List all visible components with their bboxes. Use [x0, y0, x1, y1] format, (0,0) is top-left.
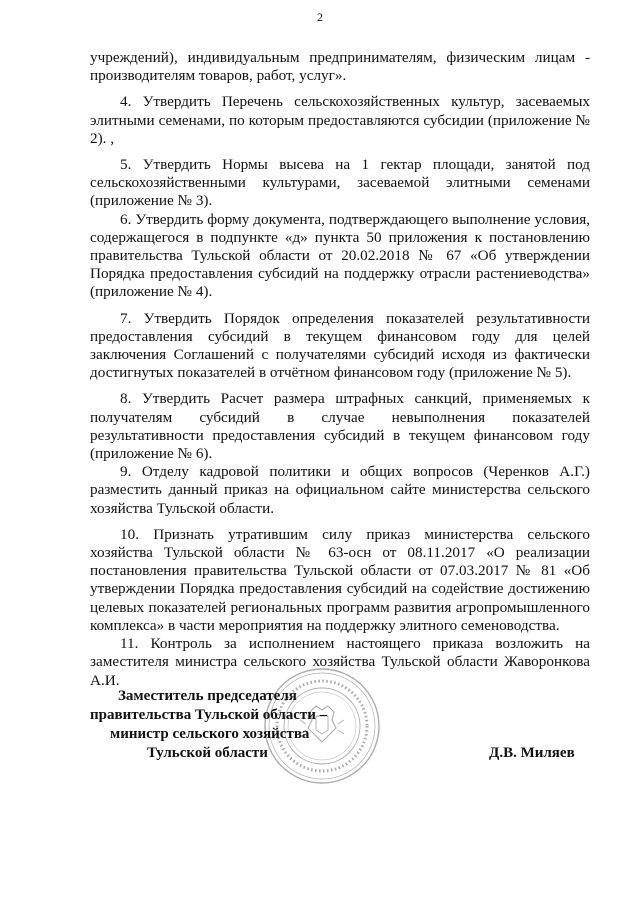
paragraph-item-6: 6. Утвердить форму документа, подтверждающего выполнение условия, содержащегося в подпункте «д» пункта 50 приложения к постановлению правительства Тульской области от 20.02.2018 № 67 «Об утверждении Порядка предоставления субсидий на поддержку отрасли растениеводства» (приложение № 4). — [90, 210, 590, 301]
signer-title-line-1: Заместитель председателя — [118, 688, 297, 704]
order-body — [90, 49, 590, 690]
paragraph-item-9: 9. Отделу кадровой политики и общих вопросов (Черенков А.Г.) разместить данный приказ на официальном сайте министерства сельского хозяйства Тульской области. — [90, 463, 590, 517]
page-number: 2 — [317, 10, 323, 24]
paragraph-item-10: 10. Признать утратившим силу приказ министерства сельского хозяйства Тульской области № 63-осн от 08.11.2017 «О реализации постановления правительства Тульской области от 07.03.2017 № 81 «Об утверждении Порядка предоставления субсидий на содействие достижению целевых показателей региональных программ развития агропромышленного комплекса» в части мероприятия на поддержку элитного семеноводства. — [90, 525, 590, 634]
paragraph-item-4: 4. Утвердить Перечень сельскохозяйственных культур, засеваемых элитными семенами, по которым предоставляются субсидии (приложение № 2). , — [90, 93, 590, 147]
paragraph-item-11: 11. Контроль за исполнением настоящего приказа возложить на заместителя министра сельского хозяйства Тульской области Жаворонкова А.И. — [90, 635, 590, 689]
signer-name: Д.В. Миляев — [489, 745, 575, 761]
paragraph-continuation: учреждений), индивидуальным предпринимателям, физическим лицам - производителям товаров, работ, услуг». — [90, 49, 590, 85]
paragraph-item-8: 8. Утвердить Расчет размера штрафных санкций, применяемых к получателям субсидий в случае невыполнения показателей результативности предоставления субсидий в текущем финансовом году (приложение № 6). — [90, 390, 590, 463]
signer-title-line-4: Тульской области — [147, 745, 268, 761]
signer-title-line-2: правительства Тульской области – — [90, 707, 328, 723]
paragraph-item-7: 7. Утвердить Порядок определения показателей результативности предоставления субсидий в текущем финансовом году для целей заключения Соглашений с получателями субсидий исходя из фактически достигнутых показателей в отчётном финансовом году (приложение № 5). — [90, 309, 590, 382]
paragraph-item-5: 5. Утвердить Нормы высева на 1 гектар площади, занятой под сельскохозяйственными культурами, засеваемой элитными семенами (приложение № 3). — [90, 156, 590, 210]
signer-title-line-3: министр сельского хозяйства — [110, 726, 310, 742]
